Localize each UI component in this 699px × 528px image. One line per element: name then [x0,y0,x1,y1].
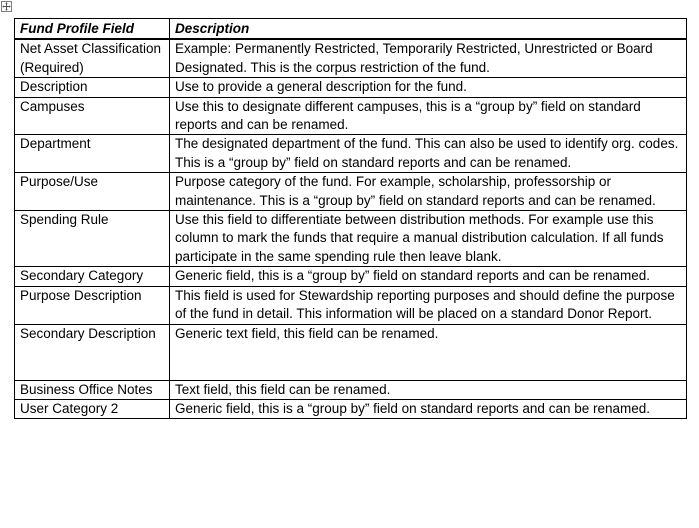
description-cell[interactable]: Generic field, this is a “group by” field on standard reports and can be renamed. [170,267,687,286]
field-cell[interactable]: Secondary Description [15,324,170,380]
table-row [15,39,687,77]
field-cell[interactable]: Department [15,135,170,173]
description-cell[interactable]: Use this field to differentiate between distribution methods. For example use this column to mark the funds that require a manual distribution calculation. If all funds participate in the same spending rule then leave blank. [170,211,687,267]
table-row [15,173,687,211]
table-row [15,97,687,135]
field-cell[interactable]: Spending Rule [15,211,170,267]
description-cell[interactable]: The designated department of the fund. This can also be used to identify org. codes. This is a “group by” field on standard reports and can be renamed. [170,135,687,173]
table-row [15,211,687,267]
table-row [15,286,687,324]
field-cell[interactable]: Purpose Description [15,286,170,324]
field-cell[interactable]: Purpose/Use [15,173,170,211]
field-cell[interactable]: Business Office Notes [15,380,170,399]
table-row [15,380,687,399]
table-row [15,399,687,418]
field-cell[interactable]: User Category 2 [15,399,170,418]
table-row [15,267,687,286]
table-move-handle-icon[interactable] [1,1,12,12]
field-cell[interactable]: Campuses [15,97,170,135]
field-cell[interactable]: Net Asset Classification (Required) [15,39,170,77]
column-header-description: Description [170,19,687,40]
table-row [15,135,687,173]
description-cell[interactable]: Purpose category of the fund. For example, scholarship, professorship or maintenance. This is a “group by” field on standard reports and can be renamed. [170,173,687,211]
table-row [15,324,687,380]
fund-profile-table [14,18,687,419]
description-cell[interactable]: Example: Permanently Restricted, Temporarily Restricted, Unrestricted or Board Designated. This is the corpus restriction of the fund. [170,39,687,77]
description-cell[interactable]: This field is used for Stewardship reporting purposes and should define the purpose of the fund in detail. This information will be placed on a standard Donor Report. [170,286,687,324]
table-header-row [15,19,687,40]
table-row [15,78,687,97]
field-cell[interactable]: Secondary Category [15,267,170,286]
description-cell[interactable]: Use this to designate different campuses, this is a “group by” field on standard reports and can be renamed. [170,97,687,135]
description-cell[interactable]: Text field, this field can be renamed. [170,380,687,399]
column-header-field: Fund Profile Field [15,19,170,40]
description-cell[interactable]: Use to provide a general description for the fund. [170,78,687,97]
field-cell[interactable]: Description [15,78,170,97]
four-way-arrow-icon [2,2,11,11]
description-cell[interactable]: Generic text field, this field can be renamed. [170,324,687,380]
description-cell[interactable]: Generic field, this is a “group by” field on standard reports and can be renamed. [170,399,687,418]
